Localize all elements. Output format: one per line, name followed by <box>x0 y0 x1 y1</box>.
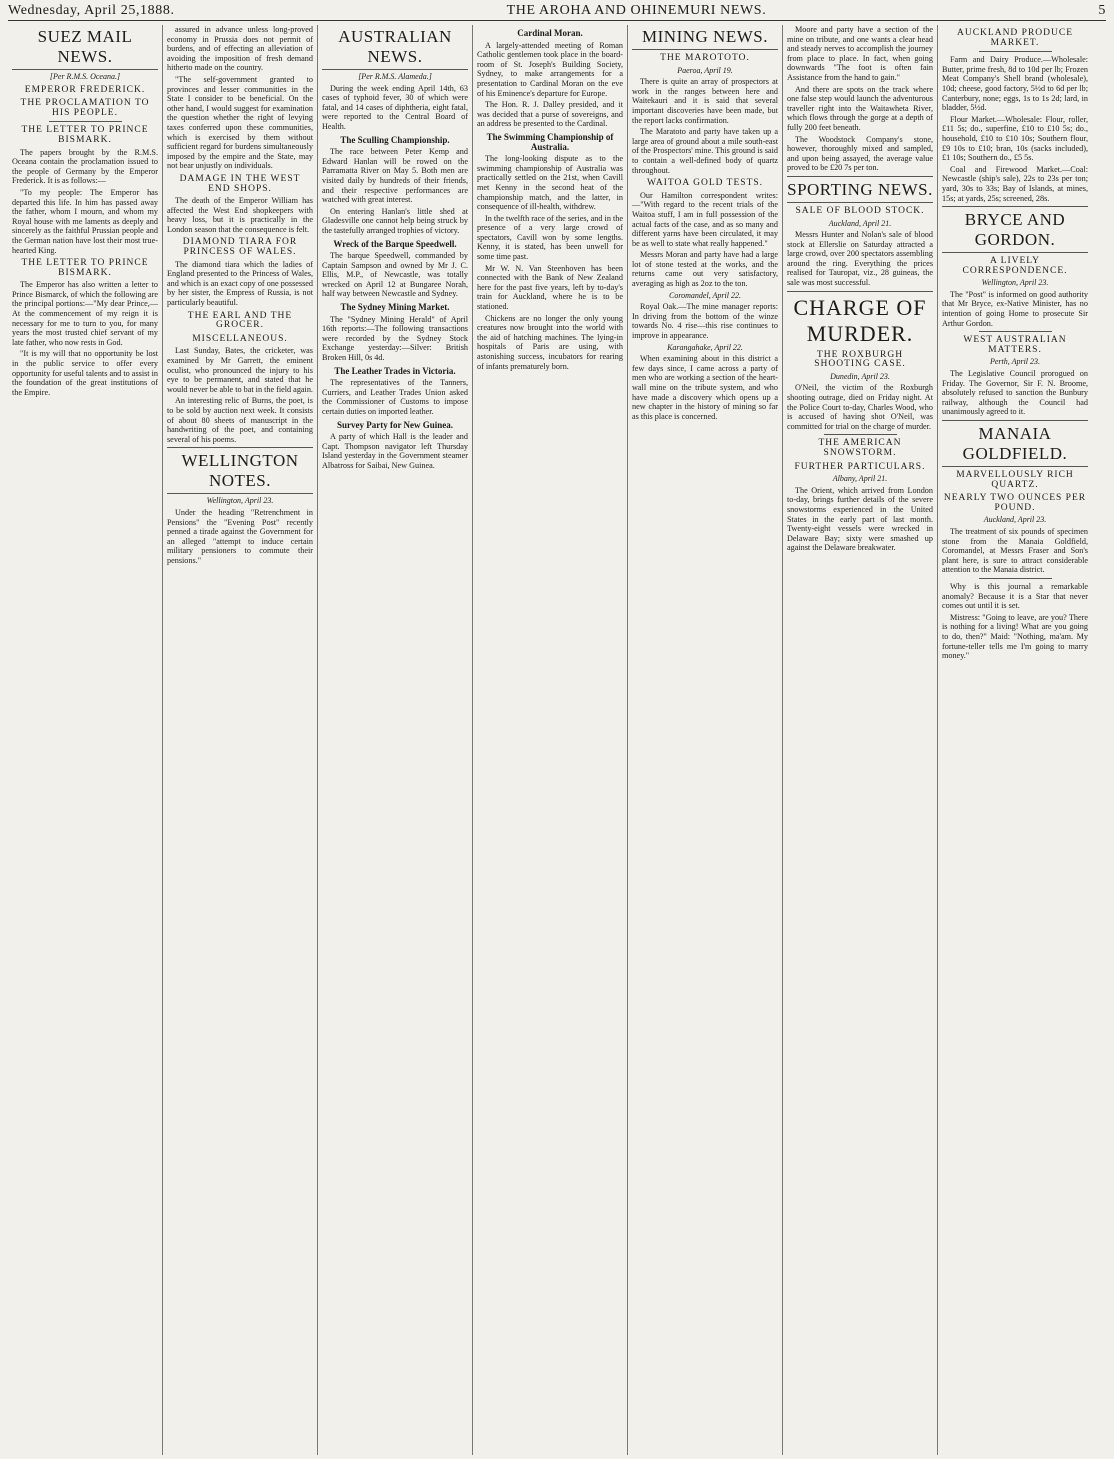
cardinal-moran-heading: Cardinal Moran. <box>517 28 583 38</box>
wellington-dateline: Wellington, April 23. <box>206 496 274 506</box>
marototo-heading: THE MAROTOTO. <box>660 53 750 63</box>
mining-news-heading: MINING NEWS. <box>632 27 778 50</box>
article-paragraph: The barque Speedwell, commanded by Captain Sampson and owned by Mr J. C. Ellis, M.P., of Newcastle, was totally wrecked on April 12 at Bungaree Norah, half way between Newcastle and Sydney. <box>322 251 468 299</box>
article-paragraph: An interesting relic of Burns, the poet, is to be sold by auction next week. It consists of about 80 sheets of manuscript in the handwriting of the poet, and containing several of his poems. <box>167 396 313 444</box>
article-paragraph: Our Hamilton correspondent writes:—"With regard to the recent trials of the Waitoa stuff, I am in full possession of the actual facts of the case, and as so many and different yarns have been circulated, it may be as well to state what really happened." <box>632 190 778 248</box>
article-paragraph: Why is this journal a remarkable anomaly? Because it is a Star that never comes out until it is set. <box>942 581 1088 611</box>
article-paragraph: Coal and Firewood Market.—Coal: Newcastle (ship's sale), 22s to 23s per ton; yard, 30s to 33s; Bay of Islands, at mines, 15s; at yards, 25s; screened, 28s. <box>942 164 1088 203</box>
speedwell-heading: Wreck of the Barque Speedwell. <box>333 238 457 249</box>
article-paragraph: The papers brought by the R.M.S. Oceana contain the proclamation issued to the people of Germany by the Emperor Frederick. It is as follows:— <box>12 147 158 186</box>
article-paragraph: "To my people: The Emperor has departed this life. In him has passed away the father, whom I mourn, and whom my Royal house with me laments as deeply and sincerely as the faithful Prussian people and the German nation have lost their most true-hearted King. <box>12 187 158 255</box>
page-number: 5 <box>1098 3 1106 18</box>
two-ounces-heading: NEARLY TWO OUNCES PER POUND. <box>943 493 1087 513</box>
article-paragraph: "It is my will that no opportunity be lost in the public service to offer every opportunity for useful talents and to assist in the foundation of the great institutions of the Empire. <box>12 349 158 397</box>
article-paragraph: The Legislative Council prorogued on Friday. The Governor, Sir F. N. Broome, absolutely refused to sanction the Bunbury railway, although the Council had unanimously agreed to it. <box>942 369 1088 417</box>
article-paragraph: Flour Market.—Wholesale: Flour, roller, £11 5s; do., superfine, £10 to £10 5s; do., household, £10 to £10 10s; Southern flour, £9 10s to £10; bran, 10s (sacks included), £1 10s; Southern do., £5 5s. <box>942 114 1088 163</box>
article-paragraph: The diamond tiara which the ladies of England presented to the Princess of Wales, and which is an exact copy of one possessed by her sister, the Empress of Russia, is not particularly beautiful. <box>167 259 313 308</box>
article-paragraph: The death of the Emperor William has affected the West End shopkeepers with heavy loss, but it is practically in the London season that the consequence is felt. <box>167 196 313 234</box>
coromandel-dateline: Coromandel, April 22. <box>668 290 741 300</box>
article-paragraph: The representatives of the Tanners, Curriers, and Leather Trades Union asked the Commissioner of Customs to impose certain duties on imported leather. <box>322 378 468 416</box>
article-paragraph: The treatment of six pounds of specimen stone from the Manaia Goldfield, Coromandel, at Messrs Fraser and Son's plant here, is sure to attract considerable attention to the Manaia district. <box>942 526 1088 575</box>
article-paragraph: assured in advance unless long-proved economy in Prussia does not permit of burdens, and of effecting an alleviation of avoiding the imposition of fresh demand hitherto made on the country. <box>167 25 313 73</box>
auckland-dateline-2: Auckland, April 23. <box>983 515 1047 525</box>
article-paragraph: Chickens are no longer the only young creatures now brought into the world with the aid of hatching machines. The lying-in hospitals of Paris are using, with astonishing success, incubators for rearing of infants prematurely born. <box>477 313 623 371</box>
article-paragraph: The "Post" is informed on good authority that Mr Bryce, ex-Native Minister, has no intention of going Home to prosecute Sir Arthur Gordon. <box>942 289 1088 328</box>
article-paragraph: A largely-attended meeting of Roman Catholic gentlemen took place in the board-room of St. Joseph's Building Society, Sydney, to make arrangements for a presentation to Cardinal Moran on the eve of his Eminence's departure for Europe. <box>477 40 623 98</box>
column-2 <box>163 25 318 1455</box>
column-5 <box>628 25 783 1455</box>
article-paragraph: "The self-government granted to provinces and lesser communities in the State I consider to be beneficial. On the other hand, I would suggest for examination the question whether the right of levying taxes conferred upon these communities, which is exercised by them without sufficient regard for burdens simultaneously imposed by the empire and the State, may not bear unjustly on individuals. <box>167 74 313 171</box>
survey-party-heading: Survey Party for New Guinea. <box>336 419 454 430</box>
article-paragraph: Mr W. N. Van Steenhoven has been connected with the Bank of New Zealand here for the past five years, left by to-day's train for Auckland, where he is to be stationed. <box>477 263 623 312</box>
column-4 <box>473 25 628 1455</box>
column-1 <box>8 25 163 1455</box>
australian-via: [Per R.M.S. Alameda.] <box>358 72 432 81</box>
leather-trades-heading: The Leather Trades in Victoria. <box>334 365 456 376</box>
rich-quartz-heading: MARVELLOUSLY RICH QUARTZ. <box>956 470 1074 490</box>
snowstorm-heading: THE AMERICAN SNOWSTORM. <box>818 438 902 458</box>
newspaper-title: THE AROHA AND OHINEMURI NEWS. <box>506 3 767 18</box>
article-paragraph: Messrs Moran and party have had a large lot of stone tested at the works, and the returns came out very satisfactory, averaging as high as 2oz to the ton. <box>632 250 778 289</box>
letter-heading: THE LETTER TO PRINCE BISMARK. <box>21 125 149 145</box>
produce-market-heading: AUCKLAND PRODUCE MARKET. <box>956 28 1074 48</box>
article-paragraph: The Woodstock Company's stone, however, thoroughly mixed and sampled, and upon being assayed, the average value proved to be £20 7s per ton. <box>787 134 933 173</box>
further-particulars-heading: FURTHER PARTICULARS. <box>794 461 926 472</box>
australian-news-heading: AUSTRALIAN NEWS. <box>322 27 468 70</box>
article-paragraph: Moore and party have a section of the mine on tribute, and one wants a clear head and steady nerves to accomplish the journey from place to place. In fact, when going downwards "The foot is often fain Assistance from the hand to gain." <box>787 25 933 82</box>
article-paragraph: The Maratoto and party have taken up a large area of ground about a mile south-east of the Prospectors' mine. This ground is said to contain a well-defined body of quartz throughout. <box>632 127 778 175</box>
article-paragraph: Royal Oak.—The mine manager reports: In driving from the bottom of the winze towards No. 4 rise—this rise continues to improve in appearance. <box>632 302 778 341</box>
article-paragraph: O'Neil, the victim of the Roxburgh shooting outrage, died on Friday night. At the Police Court to-day, Charles Wood, who is accused of having shot O'Neil, was committed for trial on the charge of murder. <box>787 383 933 431</box>
waitoa-heading: WAITOA GOLD TESTS. <box>646 178 764 189</box>
paeroa-dateline: Paeroa, April 19. <box>677 65 733 75</box>
article-paragraph: When examining about in this district a few days since, I came across a party of men who are working a section of the heart-wall mine on the tribute system, and who have made a discovery which opens up a new chapter in the history of mining so far as this place is concerned. <box>632 354 778 421</box>
wellington-dateline-2: Wellington, April 23. <box>981 278 1049 288</box>
article-paragraph: Last Sunday, Bates, the cricketer, was examined by Mr Garrett, the eminent oculist, who pronounced the injury to his eye to be permanent, and stated that he would never be able to bat in the field again. <box>167 346 313 394</box>
article-paragraph: And there are spots on the track where one false step would launch the adventurous traveller right into the Waitawheta River, which flows through the gorge at a depth of fully 200 feet beneath. <box>787 84 933 132</box>
suez-via: [Per R.M.S. Oceana.] <box>49 72 121 81</box>
article-paragraph: During the week ending April 14th, 63 cases of typhoid fever, 30 of which were fatal, and 14 cases of diphtheria, eight fatal, were reported to the Central Board of Health. <box>322 83 468 131</box>
article-paragraph: The race between Peter Kemp and Edward Hanlan will be rowed on the Parramatta River on May 5. Both men are visited daily by hundreds of their friends, and their respective performances are watched with great interest. <box>322 147 468 205</box>
sporting-news-heading: SPORTING NEWS. <box>787 180 933 203</box>
bryce-gordon-heading: BRYCE AND GORDON. <box>942 210 1088 253</box>
albany-dateline: Albany, April 21. <box>832 474 888 484</box>
lively-correspondence-heading: A LIVELY CORRESPONDENCE. <box>962 256 1068 276</box>
article-paragraph: On entering Hanlan's little shed at Gladesville one cannot help being struck by the tastefully arranged trophies of victory. <box>322 206 468 235</box>
page-columns <box>8 25 1108 1455</box>
miscellaneous-heading: MISCELLANEOUS. <box>192 333 288 344</box>
roxburgh-heading: THE ROXBURGH SHOOTING CASE. <box>814 349 906 370</box>
proclamation-heading: THE PROCLAMATION TO HIS PEOPLE. <box>20 98 150 118</box>
column-3 <box>318 25 473 1455</box>
issue-date: Wednesday, April 25,1888. <box>8 3 175 18</box>
auckland-dateline: Auckland, April 21. <box>828 218 892 228</box>
column-6 <box>783 25 938 1455</box>
article-paragraph: There is quite an array of prospectors at work in the ranges between here and Waitekauri and it is said that several important discoveries have been made, but the report lacks confirmation. <box>632 77 778 125</box>
article-paragraph: The Hon. R. J. Dalley presided, and it was decided that a purse of sovereigns, and an address be presented to the Cardinal. <box>477 100 623 129</box>
west-australian-heading: WEST AUSTRALIAN MATTERS. <box>963 335 1067 355</box>
article-paragraph: The "Sydney Mining Herald" of April 16th reports:—The following transactions were recorded by the Sydney Stock Exchange yesterday:—Silver: British Broken Hill, 0s 4d. <box>322 314 468 363</box>
article-paragraph: The long-looking dispute as to the swimming championship of Australia was practically settled on the 21st, when Cavill met Kenny in the second heat of the championship match, and the latter, in consequence of ill-health, withdrew. <box>477 154 623 212</box>
mining-market-heading: The Sydney Mining Market. <box>340 302 450 313</box>
diamond-tiara-heading: DIAMOND TIARA FOR PRINCESS OF WALES. <box>182 237 298 258</box>
perth-dateline: Perth, April 23. <box>989 357 1041 367</box>
emperor-frederick-heading: EMPEROR FREDERICK. <box>24 84 146 95</box>
article-paragraph: In the twelfth race of the series, and in the presence of a very large crowd of spectators, Cavill won by some lengths. Kenny, it is stated, has been unwell for some time past. <box>477 213 623 262</box>
article-paragraph: A party of which Hall is the leader and Capt. Thompson navigator left Thursday Island yesterday in the Government steamer Albatross for Saibai, New Guinea. <box>322 432 468 470</box>
article-paragraph: Messrs Hunter and Nolan's sale of blood stock at Ellerslie on Saturday attracted a large crowd, over 200 spectators assembling around the ring. Everything the prices realised for Tauropat, viz., 28 guineas, the sale was most successful. <box>787 230 933 288</box>
suez-mail-heading: SUEZ MAIL NEWS. <box>12 27 158 70</box>
article-paragraph: Under the heading "Retrenchment in Pensions" the "Evening Post" recently penned a tirade against the Government for an alleged "attempt to induce certain military pensioners to commute their pensions." <box>167 507 313 565</box>
wellington-notes-heading: WELLINGTON NOTES. <box>167 451 313 494</box>
manaia-heading: MANAIA GOLDFIELD. <box>942 424 1088 467</box>
letter-prince-heading: THE LETTER TO PRINCE BISMARK. <box>21 258 149 278</box>
earl-grocer-heading: THE EARL AND THE GROCER. <box>187 310 293 331</box>
damage-shops-heading: DAMAGE IN THE WEST END SHOPS. <box>179 173 301 194</box>
masthead <box>8 2 1106 21</box>
article-paragraph: The Emperor has also written a letter to Prince Bismarck, of which the following are the principal portions:—"My dear Prince,—At the commencement of my reign it is necessary for me to turn to you, for many years the most trusted chief servant of my late father, who now rests in God. <box>12 280 158 347</box>
article-paragraph: Mistress: "Going to leave, are you? There is nothing for a living! What are you going to do, then?" Maid: "Nothing, ma'am. My fortune-teller tells me I'm going to marry money." <box>942 612 1088 661</box>
charge-of-murder-heading: CHARGE OF MURDER. <box>793 294 927 346</box>
article-paragraph: The Orient, which arrived from London to-day, brings further details of the severe snowstorms experienced in the United States in the early part of last month. Twenty-eight vessels were wrecked in Delaware Bay; sixty were smashed up against the Delaware breakwater. <box>787 485 933 553</box>
swimming-heading: The Swimming Championship of Australia. <box>486 131 614 152</box>
article-paragraph: Farm and Dairy Produce.—Wholesale: Butter, prime fresh, 8d to 10d per lb; Frozen Meat Company's Shell brand (wholesale), 10d; cheese, good factory, 5½d to 6d per lb; Canterbury, none; eggs, 1s to 1s 2d; lard, in bladder, 5½d. <box>942 55 1088 113</box>
blood-stock-heading: SALE OF BLOOD STOCK. <box>795 205 925 216</box>
karangahake-dateline: Karangahake, April 22. <box>667 342 743 352</box>
dunedin-dateline: Dunedin, April 23. <box>830 371 890 381</box>
sculling-heading: The Sculling Championship. <box>340 134 450 145</box>
column-7 <box>938 25 1092 1455</box>
